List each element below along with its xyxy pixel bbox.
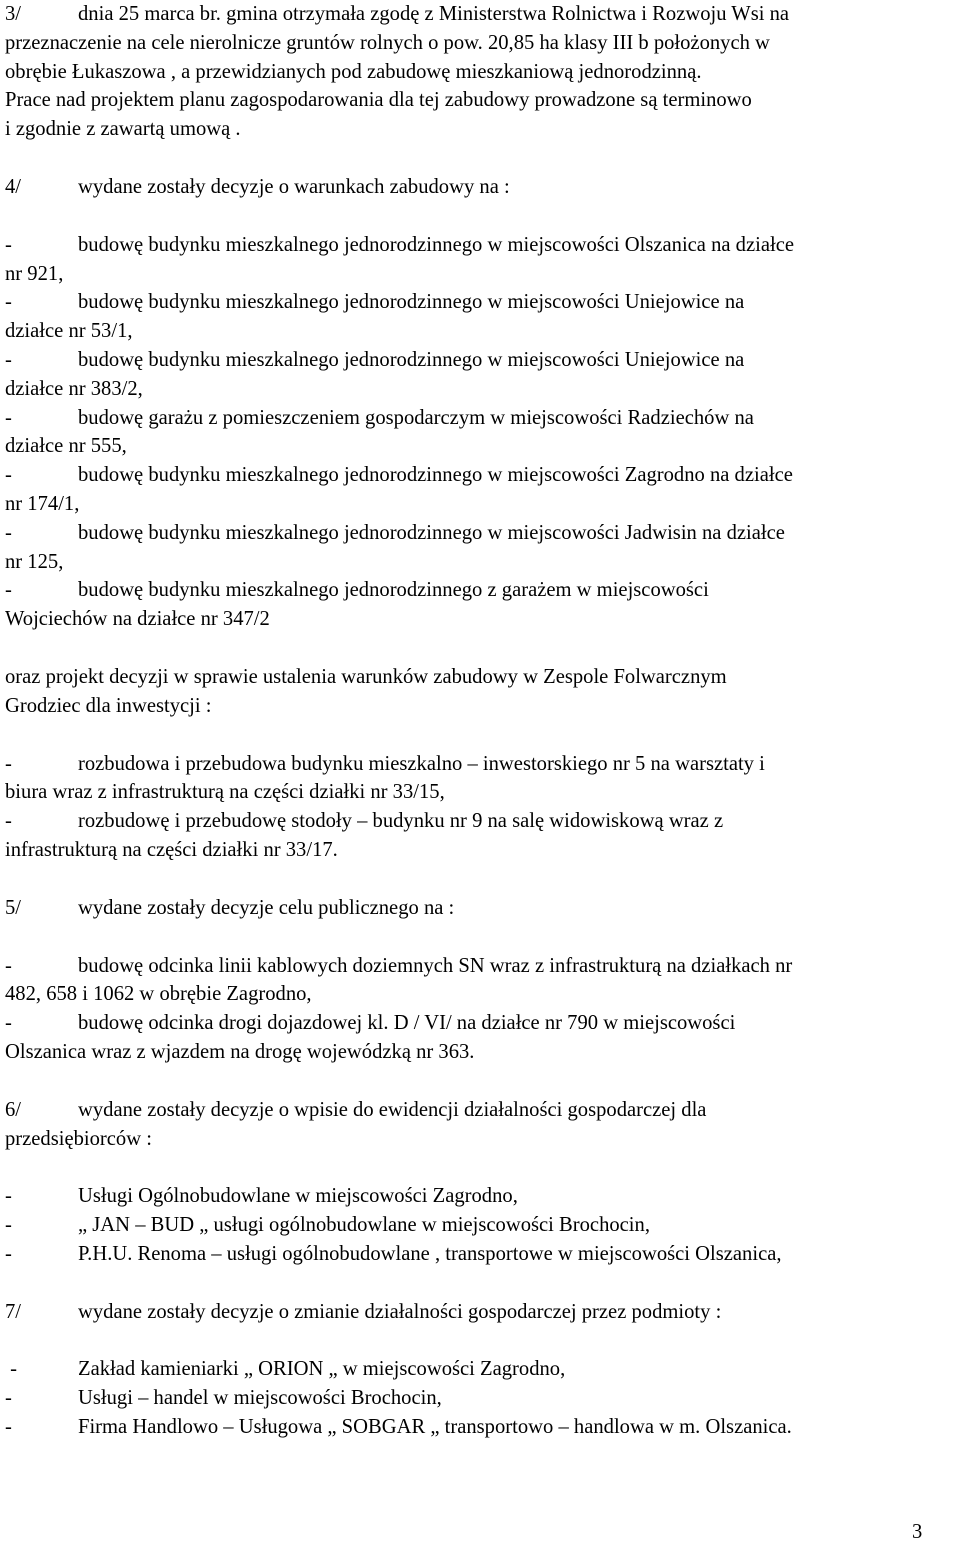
section-3-line-1	[5, 0, 955, 29]
list-item	[5, 1384, 955, 1413]
list-item	[5, 1355, 955, 1384]
spacer	[5, 1326, 955, 1355]
list-item	[5, 807, 955, 865]
section-6-number: 6/	[5, 1098, 22, 1121]
list-item-continuation: działce nr 53/1,	[5, 320, 133, 343]
section-5-number: 5/	[5, 896, 22, 919]
list-item-text: budowę budynku mieszkalnego jednorodzinnego w miejscowości Uniejowice na	[78, 291, 745, 314]
spacer	[5, 202, 955, 231]
oraz-text-line: oraz projekt decyzji w sprawie ustalenia warunków zabudowy w Zespole Folwarcznym	[5, 665, 727, 688]
section-6	[5, 1096, 955, 1269]
section-3-text-line: Prace nad projektem planu zagospodarowania dla tej zabudowy prowadzone są terminowo	[5, 89, 752, 112]
list-item-continuation: infrastrukturą na części działki nr 33/17.	[5, 838, 338, 861]
list-item-continuation: działce nr 555,	[5, 435, 127, 458]
list-item	[5, 750, 955, 808]
section-3-text-line: i zgodnie z zawartą umową .	[5, 118, 241, 141]
list-dash: -	[5, 348, 12, 371]
spacer	[5, 1067, 955, 1096]
list-item-continuation: Olszanica wraz z wjazdem na drogę wojewódzką nr 363.	[5, 1040, 475, 1063]
spacer	[5, 634, 955, 663]
spacer	[5, 721, 955, 750]
spacer	[5, 1269, 955, 1298]
list-item-text: budowę odcinka drogi dojazdowej kl. D / VI/ na działce nr 790 w miejscowości	[78, 1012, 736, 1035]
section-5-heading	[5, 894, 955, 923]
list-item	[5, 1240, 955, 1269]
section-4-heading-text: wydane zostały decyzje o warunkach zabudowy na :	[78, 175, 510, 198]
list-item-text: budowę budynku mieszkalnego jednorodzinnego w miejscowości Uniejowice na	[78, 348, 745, 371]
list-dash: -	[5, 464, 12, 487]
list-item	[5, 1413, 955, 1442]
section-3-number: 3/	[5, 3, 22, 25]
section-4	[5, 173, 955, 865]
list-item-continuation: nr 921,	[5, 262, 64, 285]
list-dash: -	[5, 579, 12, 602]
list-dash: -	[5, 521, 12, 544]
list-item-text: budowę budynku mieszkalnego jednorodzinnego w miejscowości Olszanica na działce	[78, 233, 794, 256]
list-item-text: budowę budynku mieszkalnego jednorodzinnego w miejscowości Zagrodno na działce	[78, 464, 793, 487]
section-7-number: 7/	[5, 1300, 22, 1323]
list-item-text: Usługi – handel w miejscowości Brochocin,	[78, 1387, 442, 1410]
list-dash: -	[5, 810, 12, 833]
list-item-continuation: działce nr 383/2,	[5, 377, 143, 400]
section-7-heading-text: wydane zostały decyzje o zmianie działalności gospodarczej przez podmioty :	[78, 1300, 722, 1323]
list-item-continuation: nr 125,	[5, 550, 64, 573]
list-item	[5, 952, 955, 1010]
list-dash: -	[5, 1012, 12, 1035]
list-dash: -	[5, 1185, 12, 1208]
section-4-heading	[5, 173, 955, 202]
oraz-text-line: Grodziec dla inwestycji :	[5, 694, 212, 717]
section-6-heading-text: wydane zostały decyzje o wpisie do ewidencji działalności gospodarczej dla	[78, 1098, 707, 1121]
list-item-continuation: 482, 658 i 1062 w obrębie Zagrodno,	[5, 983, 312, 1006]
section-6-heading	[5, 1096, 955, 1125]
list-item	[5, 461, 955, 519]
list-dash: -	[5, 752, 12, 775]
list-item-text: rozbudowę i przebudowę stodoły – budynku nr 9 na salę widowiskową wraz z	[78, 810, 724, 833]
spacer	[5, 144, 955, 173]
list-item-text: „ JAN – BUD „ usługi ogólnobudowlane w miejscowości Brochocin,	[78, 1214, 650, 1237]
list-item	[5, 1182, 955, 1211]
list-item-text: Zakład kamieniarki „ ORION „ w miejscowości Zagrodno,	[78, 1358, 566, 1381]
list-item	[5, 1009, 955, 1067]
section-7-heading	[5, 1298, 955, 1327]
list-item	[5, 231, 955, 289]
section-4-number: 4/	[5, 175, 22, 198]
list-item-text: budowę garażu z pomieszczeniem gospodarczym w miejscowości Radziechów na	[78, 406, 754, 429]
section-3-text-line: przeznaczenie na cele nierolnicze gruntów rolnych o pow. 20,85 ha klasy III b położonych w	[5, 31, 770, 54]
list-dash: -	[5, 1387, 12, 1410]
section-5	[5, 894, 955, 1067]
spacer	[5, 1153, 955, 1182]
list-item	[5, 346, 955, 404]
document-page	[5, 0, 955, 1442]
list-item-text: rozbudowa i przebudowa budynku mieszkalno – inwestorskiego nr 5 na warsztaty i	[78, 752, 765, 775]
list-item-text: budowę odcinka linii kablowych doziemnych SN wraz z infrastrukturą na działkach nr	[78, 954, 793, 977]
list-dash: -	[5, 1242, 12, 1265]
list-item	[5, 288, 955, 346]
section-3-text-line: obrębie Łukaszowa , a przewidzianych pod zabudowę mieszkaniową jednorodzinną.	[5, 60, 702, 83]
page-number: 3	[912, 1521, 923, 1543]
list-item	[5, 519, 955, 577]
list-dash: -	[5, 954, 12, 977]
list-item-text: Firma Handlowo – Usługowa „ SOBGAR „ transportowo – handlowa w m. Olszanica.	[78, 1416, 792, 1439]
list-dash: -	[5, 291, 12, 314]
list-item	[5, 404, 955, 462]
section-6-heading-continuation: przedsiębiorców :	[5, 1127, 152, 1150]
list-dash: -	[5, 1416, 12, 1439]
list-item	[5, 576, 955, 634]
list-dash: -	[5, 233, 12, 256]
list-item-text: Usługi Ogólnobudowlane w miejscowości Zagrodno,	[78, 1185, 518, 1208]
list-item-text: budowę budynku mieszkalnego jednorodzinnego w miejscowości Jadwisin na działce	[78, 521, 785, 544]
list-dash: -	[5, 1214, 12, 1237]
list-dash: -	[5, 1358, 18, 1381]
list-item-continuation: nr 174/1,	[5, 492, 80, 515]
section-7	[5, 1298, 955, 1442]
list-item-text: P.H.U. Renoma – usługi ogólnobudowlane , transportowe w miejscowości Olszanica,	[78, 1242, 782, 1265]
section-3-text-line: dnia 25 marca br. gmina otrzymała zgodę z Ministerstwa Rolnictwa i Rozwoju Wsi na	[78, 3, 790, 25]
spacer	[5, 923, 955, 952]
spacer	[5, 865, 955, 894]
section-3	[5, 0, 955, 144]
list-item-continuation: Wojciechów na działce nr 347/2	[5, 608, 270, 631]
list-item-text: budowę budynku mieszkalnego jednorodzinnego z garażem w miejscowości	[78, 579, 709, 602]
list-item	[5, 1211, 955, 1240]
list-item-continuation: biura wraz z infrastrukturą na części działki nr 33/15,	[5, 781, 445, 804]
section-5-heading-text: wydane zostały decyzje celu publicznego na :	[78, 896, 455, 919]
list-dash: -	[5, 406, 12, 429]
